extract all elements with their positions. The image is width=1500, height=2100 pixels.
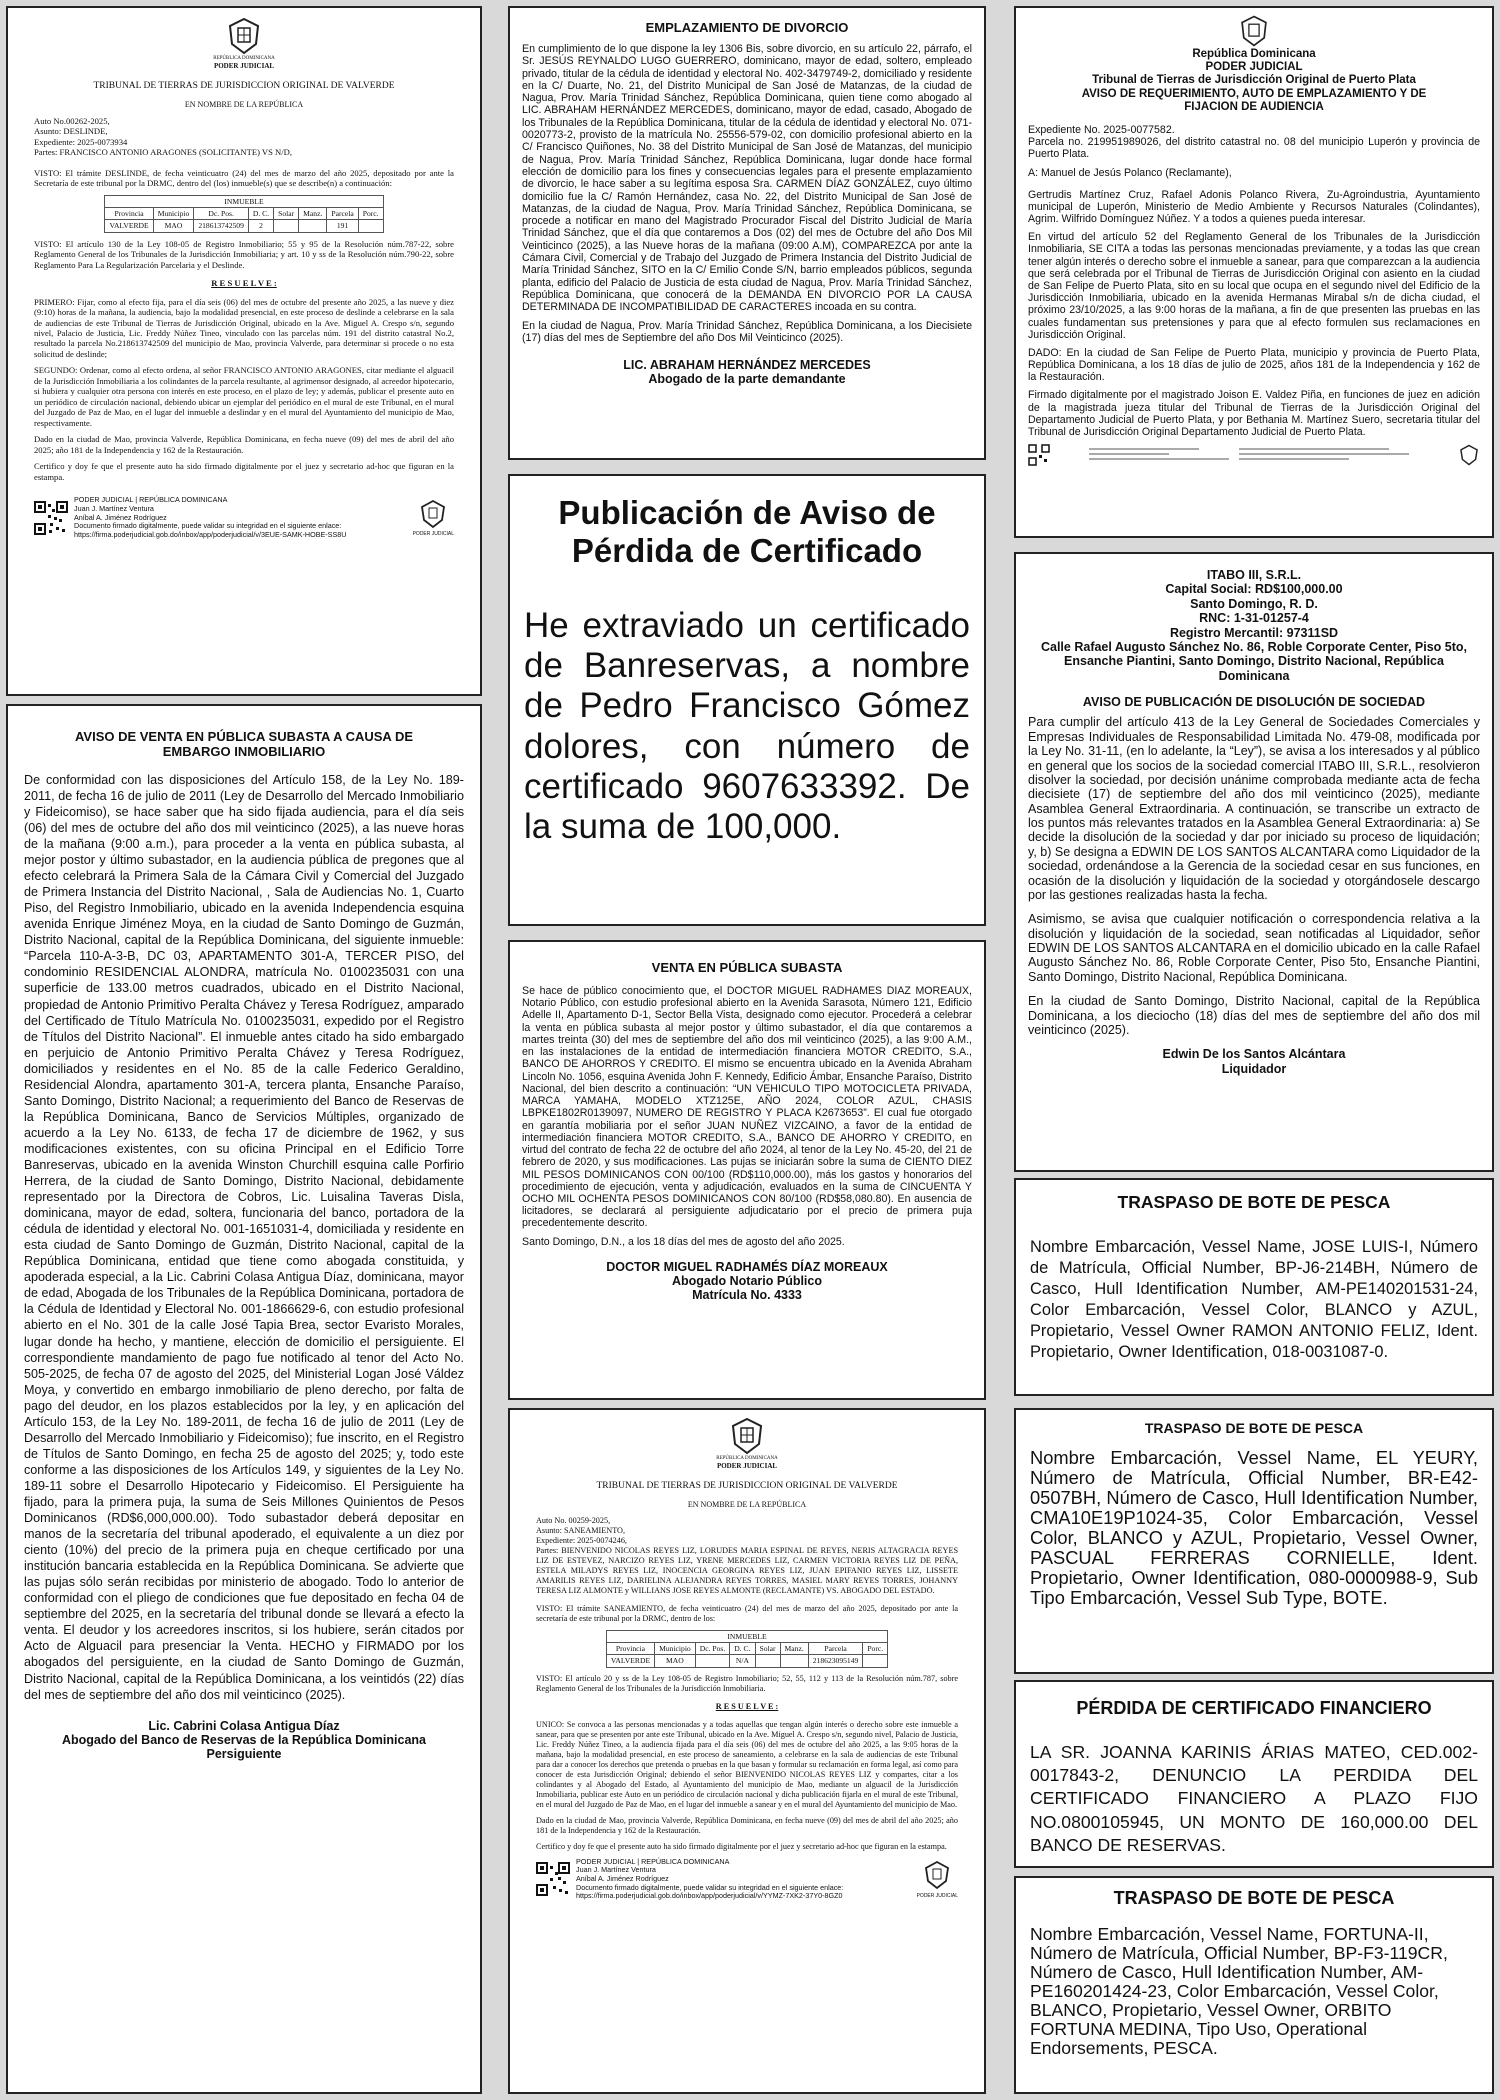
signer-name: Edwin De los Santos Alcántara <box>1162 1047 1346 1062</box>
notice-body: Firmado digitalmente por el magistrado Joison E. Valdez Piña, en funciones de juez en adición de la magistrada jueza titular del Tribunal de Tierras de la Jurisdicción Original del Departamento Judicial de Puerto Plata, y por Bethania M. Martínez Suero, secretaria titular del Tribunal de Jurisdicción Original Departamento Judicial de Puerto Plata. <box>1028 389 1480 438</box>
notice-deslinde-valverde <box>6 6 482 696</box>
table-cell: 2 <box>248 220 273 232</box>
header-org: PODER JUDICIAL <box>1205 61 1303 74</box>
notice-traspaso-bote-2 <box>1014 1408 1494 1674</box>
table-cell: 191 <box>327 220 358 232</box>
notice-title: TRASPASO DE BOTE DE PESCA <box>1113 1888 1395 1908</box>
table-header: Manz. <box>780 1643 808 1655</box>
addressee: A: Manuel de Jesús Polanco (Reclamante), <box>1028 166 1232 179</box>
coat-of-arms-icon <box>224 16 264 56</box>
qr-code-icon[interactable] <box>536 1862 570 1896</box>
table-header: Dc. Pos. <box>695 1643 730 1655</box>
signer-role: Persiguiente <box>206 1746 282 1761</box>
meta-line: Partes: FRANCISCO ANTONIO ARAGONES (SOLICITANTE) VS N/D, <box>34 147 293 158</box>
signature-stamp-lines-icon <box>1089 445 1419 465</box>
company-line: Santo Domingo, R. D. <box>1190 596 1318 611</box>
certifico-paragraph: Certifico y doy fe que el presente auto ha sido firmado digitalmente por el juez y secretario ad-hoc que figuran en la estampa. <box>34 461 454 482</box>
table-row <box>105 220 383 232</box>
meta-line: Partes: BIENVENIDO NICOLAS REYES LIZ, LORUDES MARIA ESPINAL DE REYES, NERIS ALTAGRACIA REYES LIZ DE ESTEVEZ, NARCIZO REYES LIZ, YRENE MERCEDES LIZ, CARMEN VICTORIA REYES LIZ DE PEÑA, ESTELA MILADYS REYES LIZ, INOCENCIA GEORGINA REYES LIZ, JUAN EPIFANIO REYES LIZ, LISSETE AMARILIS REYES LIZ, DARIELINA ALEJANDRA REYES TORRES, MASIEL MARY REYES TORRES, JOHANNY TERESA LIZ ALMONTE y WILLIANS JOSE REYES ALMONTE (RECLAMANTE) VS. ABOGADO DEL ESTADO. <box>536 1545 958 1595</box>
table-cell: VALVERDE <box>105 220 153 232</box>
table-cell: MAO <box>655 1655 696 1667</box>
segundo-paragraph: SEGUNDO: Ordenar, como al efecto ordena, al señor FRANCISCO ANTONIO ARAGONES, citar mediante el alguacil de la Jurisdicción Inmobiliaria a los colindantes de la parcela resultante, al agrimensor designado, al acreedor hipotecario, si hubiera y cualquier otra persona con interés en este proceso, en el plazo de ley; y además, publicar el presente auto en un periódico de circulación nacional, debiendo ubicar un ejemplar del periódico en el mural de este Tribunal, en el mural del Juzgado de Paz de Mao, en el lugar del inmueble a deslindar y en el mural del Ayuntamiento del municipio de Mao, respectivamente. <box>34 365 454 428</box>
digital-signature-stamp <box>1028 444 1480 466</box>
header-small: REPÚBLICA DOMINICANA <box>213 56 275 61</box>
resuelve-heading: R E S U E L V E : <box>211 278 277 289</box>
visto-paragraph: VISTO: El artículo 20 y ss de la Ley 108-05 de Registro Inmobiliario; 52, 55, 112 y 113 de la Resolución núm.787, sobre Reglamento General de los Tribunales de la Jurisdicción Inmobiliaria. <box>536 1673 958 1693</box>
notice-body: En la ciudad de Nagua, Prov. María Trinidad Sánchez, República Dominicana, a los Diecisiete (17) días del mes de Septiembre del año Dos Mil Veinticinco (2025). <box>522 319 972 344</box>
notice-emplazamiento-divorcio <box>508 6 986 460</box>
qr-code-icon[interactable] <box>34 501 68 535</box>
table-title: INMUEBLE <box>606 1630 887 1642</box>
notice-title: Publicación de Aviso de Pérdida de Certificado <box>558 494 936 569</box>
validation-link[interactable]: https://firma.poderjudicial.gob.do/inbox/app/poderjudicial/v/3EUE-SAMK-HOBE-SS8U <box>74 529 347 539</box>
signer-name: Lic. Cabrini Colasa Antigua Díaz <box>148 1718 340 1733</box>
en-nombre: EN NOMBRE DE LA REPÚBLICA <box>184 100 304 110</box>
company-line: Calle Rafael Augusto Sánchez No. 86, Roble Corporate Center, Piso 5to, <box>1040 639 1468 654</box>
table-cell <box>863 1655 888 1667</box>
header-republica: República Dominicana <box>1192 48 1316 60</box>
dado-paragraph: Dado en la ciudad de Mao, provincia Valverde, República Dominicana, en fecha nueve (09) del mes de abril del año 2025; año 181 de la Independencia y 162 de la Restauración. <box>34 434 454 455</box>
sig-line: PODER JUDICIAL | REPÚBLICA DOMINICANA <box>74 495 228 505</box>
notice-perdida-financiero <box>1014 1680 1494 1868</box>
notice-body: Nombre Embarcación, Vessel Name, JOSE LUIS-I, Número de Matrícula, Official Number, BP-J6-214BH, Número de Casco, Hull Identification Number, AM-PE140201531-24, Color Embarcación, Vessel Color, BLANCO y AZUL, Propietario, Vessel Owner RAMON ANTONIO FELIZ, Ident. Propietario, Owner Identification, 018-0031087-0. <box>1030 1238 1478 1361</box>
notice-body: Nombre Embarcación, Vessel Name, FORTUNA-II, Número de Matrícula, Official Number, BP-F3-119CR, Número de Casco, Hull Identification Number, AM-PE160201424-23, Color Embarcación, Vessel Color, BLANCO, Propietario, Vessel Owner, ORBITO FORTUNA MEDINA, Tipo Uso, Operational Endorsements, PESCA. <box>1030 1924 1448 2058</box>
meta-line: Auto No.00262-2025, <box>34 115 110 126</box>
notice-title: EMPLAZAMIENTO DE DIVORCIO <box>645 20 849 35</box>
en-nombre: EN NOMBRE DE LA REPÚBLICA <box>687 1500 807 1510</box>
inmueble-table <box>104 195 383 233</box>
table-cell <box>695 1655 730 1667</box>
table-cell <box>358 220 383 232</box>
signer-name: LIC. ABRAHAM HERNÁNDEZ MERCEDES <box>623 358 871 373</box>
signer-role: Liquidador <box>1221 1061 1287 1076</box>
notice-title: AVISO DE PUBLICACIÓN DE DISOLUCIÓN DE SOCIEDAD <box>1082 695 1426 709</box>
table-header: D. C. <box>730 1643 755 1655</box>
header-small: REPÚBLICA DOMINICANA <box>716 1456 778 1461</box>
notice-body: En virtud del artículo 52 del Reglamento General de los Tribunales de la Jurisdicción Inmobiliaria, SE CITA a todas las personas mencionadas previamente, y a todas las que crean tener algún interés o derecho sobre el inmueble a sanear, para que comparezcan a la audiencia que será celebrada por el Tribunal de Tierras de Jurisdicción Original con asiento en la ciudad de San Felipe de Puerto Plata, sito en su local que ocupa en el segundo nivel del Edificio de la Jurisdicción Inmobiliaria, ubicado en la avenida Hermanas Mirabal s/n de dicha ciudad, el próximo 23/10/2025, a las 9:00 horas de la mañana, a fin de que presenten las pruebas en las cuales fundamentan sus pretensiones y para que al efecto formulen sus reclamaciones en Jurisdicción Original. <box>1028 231 1480 341</box>
expediente: Expediente No. 2025-0077582. <box>1028 124 1175 137</box>
company-line: Registro Mercantil: 97311SD <box>1169 625 1339 640</box>
notice-body: En la ciudad de Santo Domingo, Distrito Nacional, capital de la República Dominicana, a los dieciocho (18) días del mes de septiembre del año dos mil veinticinco (2025). <box>1028 994 1480 1037</box>
table-header: Parcela <box>327 208 358 220</box>
coat-of-arms-icon <box>1237 14 1271 48</box>
notice-body: Nombre Embarcación, Vessel Name, EL YEURY, Número de Matrícula, Official Number, BR-E42-0507BH, Número de Casco, Hull Identification Number, CMA10E19P1024-35, Color Embarcación, Vessel Color, BLANCO y AZUL, Propietario, Vessel Owner, PASCUAL FERRERAS CORNIELLE, Ident. Propietario, Owner Identification, 080-0000988-9, Sub Tipo Embarcación, Vessel Sub Type, BOTE. <box>1030 1447 1478 1608</box>
sig-line: PODER JUDICIAL | REPÚBLICA DOMINICANA <box>576 1856 730 1866</box>
parcela: Parcela no. 219951989026, del distrito catastral no. 08 del municipio Luperón y provincia de Puerto Plata. <box>1028 136 1480 161</box>
table-cell <box>780 1655 808 1667</box>
notice-body: Para cumplir del artículo 413 de la Ley General de Sociedades Comerciales y Empresas Individuales de Responsabilidad Limitada No. 479-08, modificada por la Ley No. 31-11, (en lo adelante, la “Ley”), se avisa a los interesados y al público en general que los socios de la sociedad comercial ITABO III, S.R.L., resolvieron disolver la sociedad, por decisión unánime comprobada mediante acta de fecha diecisiete (17) de septiembre del año dos mil veinticinco (2025), mediante Asamblea General Extraordinaria. A continuación, se transcribe un extracto de los puntos más relevantes tratados en la Asamblea General Extraordinaria: a) Se decide la disolución de la sociedad y dar por iniciado su proceso de liquidación; y, b) Se designa a EDWIN DE LOS SANTOS ALCANTARA como Liquidador de la sociedad, ordenándose a la Gerencia de la sociedad cesar en sus funciones, en ocasión de la disolución y liquidación de la sociedad y otorgándosele descargo por las gestiones realizadas hasta la fecha. <box>1028 715 1480 902</box>
table-header: D. C. <box>248 208 273 220</box>
meta-line: Auto No. 00259-2025, <box>536 1515 611 1525</box>
sig-line: Aníbal A. Jiménez Rodríguez <box>576 1873 669 1883</box>
poder-judicial-logo-icon <box>1458 444 1480 466</box>
signer-role: Abogado de la parte demandante <box>648 372 846 387</box>
validation-link[interactable]: https://firma.poderjudicial.gob.do/inbox/app/poderjudicial/v/YYMZ-7XK2-37Y0-8GZ0 <box>576 1891 843 1901</box>
signer-name: DOCTOR MIGUEL RADHAMÉS DÍAZ MOREAUX <box>606 1259 888 1274</box>
poder-judicial-logo-icon <box>418 499 448 529</box>
table-cell: N/A <box>730 1655 755 1667</box>
sig-line: Documento firmado digitalmente, puede validar su integridad en el siguiente enlace: <box>576 1882 844 1892</box>
sig-line: Juan J. Martínez Ventura <box>576 1865 656 1875</box>
header-org: PODER JUDICIAL <box>716 1462 778 1471</box>
unico-paragraph: UNICO: Se convoca a las personas mencionadas y a todas aquellas que tengan algún interés o derecho sobre este inmueble a sanear, para que se presenten por ante este Tribunal, ubicado en la Ave. Miguel A. Crespo s/n, segundo nivel, Palacio de Justicia, Lic. Freddy Núñez Tineo, a la audiencia fijada para el día seis (06) del mes de octubre del año 2025, a las 9:05 horas de la mañana, bajo la modalidad presencial, en este proceso de saneamiento, a celebrarse en la sala de audiencias de este Tribunal para dar a conocer los derechos que pretenda o pruebas en la que basan y formular su reclamación en forma legal, así como para conocer de esta Jurisdicción Original; debiendo el señor BIENVENIDO NICOLAS REYES LIZ y compartes, citar a los colindantes y al Abogado del Estado, al Ayuntamiento del municipio de Mao, mediante un alguacil de la Jurisdicción Inmobiliaria, publicar este Auto en un periódico de circulación nacional y dicha publicación fijarla en el mural de este Tribunal, en el mural del Juzgado de Paz de Mao, en el lugar del inmueble a sanear y en el mural del Ayuntamiento del municipio de Mao. <box>536 1719 958 1809</box>
notice-perdida-certificado <box>508 474 986 926</box>
table-header: Municipio <box>655 1643 696 1655</box>
table-cell: 218613742509 <box>194 220 249 232</box>
header-org: PODER JUDICIAL <box>213 62 275 71</box>
tribunal-name: Tribunal de Tierras de Jurisdicción Original de Puerto Plata <box>1092 74 1416 87</box>
notice-title: AVISO DE VENTA EN PÚBLICA SUBASTA A CAUSA DE EMBARGO INMOBILIARIO <box>74 729 414 759</box>
primero-paragraph: PRIMERO: Fijar, como al efecto fija, para el día seis (06) del mes de octubre del presente año 2025, a las nueve y diez (9:10) horas de la mañana, la audiencia, bajo la modalidad presencial, en este proceso de deslinde a celebrarse en la sala de audiencias de este Tribunal de Tierras de Jurisdicción Original, ubicado en la Ave. Miguel A. Crespo s/n, segundo nivel, Palacio de Justicia, Lic. Freddy Núñez Tineo, vinculado con las parcelas núm. 191 del distrito catastral No.2, resultado la parcela No.218613742509 del municipio de Mao, provincia Valverde, para determinar si procede o no esta solicitud de deslinde; <box>34 296 454 359</box>
table-header: Parcela <box>808 1643 863 1655</box>
parties: Gertrudis Martínez Cruz, Rafael Adonis Polanco Rivera, Zu-Agroindustria, Ayuntamiento municipal de Luperón, Ministerio de Medio Ambiente y Recursos Naturales (Colindantes), Agrim. Wilfrido Domínguez Núñez. Y a todos a quienes pueda interesar. <box>1028 188 1480 226</box>
logo-caption: PODER JUDICIAL <box>412 531 454 538</box>
digital-signature-stamp <box>34 496 454 539</box>
notice-body: Se hace de público conocimiento que, el DOCTOR MIGUEL RADHAMES DIAZ MOREAUX, Notario Público, con estudio profesional abierto en la Avenida Sarasota, Número 121, Edificio Adelle II, Apartamento D-1, Sector Bella Vista, designado como ejecutor. Procederá a celebrar la venta en pública subasta al mejor postor y último subastador, el día que contaremos a martes treinta (30) del mes de septiembre del año dos mil veinticinco (2025), a las 9:00 A.M., en las instalaciones de la entidad de intermediación financiera MOTOR CREDITO, S.A., BANCO DE AHORROS Y CREDITO. El mismo se encuentra ubicado en la Avenida Abraham Lincoln No. 1056, esquina Avenida John F. Kennedy, Edificio Ámbar, Ensanche Paraíso, Distrito Nacional, del bien descrito a continuación: “UN VEHICULO TIPO MOTOCICLETA PRIVADA, MARCA YAMAHA, MODELO XTZ125E, AÑO 2024, COLOR AZUL, CHASIS LBPKE1802R0139097, NUMERO DE REGISTRO Y PLACA K2673653”. El cual fue otorgado en garantía mobiliaria por el señor JUAN NUÑEZ VIZCAINO, a favor de la entidad de intermediación financiera MOTOR CREDITO, S.A., BANCO DE AHORRO Y CREDITO, en virtud del contrato de fecha 22 de octubre del año 2024, al tenor de la Ley No. 45-20, del 21 de febrero de 2020, y sus modificaciones. Las pujas se iniciarán sobre la suma de CIENTO DIEZ MIL PESOS DOMINICANOS CON 00/100 (RD$110,000.00), más los gastos y honorarios del procedimiento de ejecución, venta y adjudicación, evaluados en la suma de CINCUENTA Y OCHO MIL OCHENTA PESOS DOMINICANOS CON 80/100 (RD$58,080.80). En ausencia de licitadores, se declarará al persiguiente adjudicatario por el precio de primera puja precedentemente descrito. <box>522 985 972 1230</box>
meta-line: Expediente: 2025-0073934 <box>34 136 128 147</box>
notice-saneamiento-valverde <box>508 1408 986 2094</box>
dado-paragraph: Dado en la ciudad de Mao, provincia Valverde, República Dominicana, en fecha nueve (09) del mes de abril del año 2025; año 181 de la Independencia y 162 de la Restauración. <box>536 1815 958 1835</box>
table-cell: MAO <box>153 220 194 232</box>
table-cell <box>299 220 327 232</box>
notice-subasta-embargo <box>6 704 482 2094</box>
table-row <box>606 1655 887 1667</box>
notice-body: DADO: En la ciudad de San Felipe de Puerto Plata, municipio y provincia de Puerto Plata, República Dominicana, a los 18 días de julio de 2025, años 181 de la Independencia y 162 de la Restauración. <box>1028 346 1480 384</box>
table-header: Solar <box>274 208 299 220</box>
notice-body: En cumplimiento de lo que dispone la ley 1306 Bis, sobre divorcio, en su artículo 22, párrafo, el Sr. JESÚS REYNALDO LUGO GUERRERO, dominicano, mayor de edad, soltero, empleado privado, titular de la cédula de identidad y electoral No. 402-3479749-2, domiciliado y residente en la C/ Duarte, No. 21, del Distrito Municipal de San José de Matanzas, de la ciudad de Nagua, Prov. María Trinidad Sánchez, República Dominicana, quien tiene como abogado al LIC. ABRAHAM HERNÁNDEZ MERCEDES, dominicano, mayor de edad, casado, Abogado de los Tribunales de la República Dominicana, titular de la cédula de identidad y electoral No. 071-0020773-2, provisto de la matrícula No. 25556-579-02, con domicilio profesional abierto en la C/ Francisco Quiñones, No. 38 del Distrito Municipal de San José de Matanzas, del municipio de Nagua, Prov. María Trinidad Sánchez, República Dominicana, lugar donde hace formal elección de domicilio para los fines y consecuencias legales para el presente emplazamiento de divorcio, le hace saber a su legítima esposa Sra. CARMEN DÍAZ GONZÁLEZ, cuyo último domicilio fue la C/ Ramón Hernández, casa No. 22, del Distrito Municipal de San José de Matanzas, de la ciudad de Nagua, Prov. María Trinidad Sánchez, República Dominicana, se procede a notificar en mano del Magistrado Procurador Fiscal del Distrito Judicial de María Trinidad Sánchez, que el día que contaremos a Dos (02) del mes de Octubre del año Dos Mil Veinticinco (2025), a las Nueve horas de la mañana (09:00 A.M), COMPAREZCA por ante la Cámara Civil, Comercial y de Trabajo del Juzgado de Primera Instancia del Distrito Judicial de María Trinidad Sánchez, SITO en la C/ Emilio Conde S/N, barrio empleados públicos, segunda planta, edificio del Palacio de Justicia de esta ciudad de Nagua, Prov. María Trinidad Sánchez, República Dominicana, que conocerá de la DEMANDA EN DIVORCIO POR LA CAUSA DETERMINADA DE INCOMPATIBILIDAD DE CARACTERES incoada en su contra. <box>522 43 972 314</box>
table-cell: 218623095149 <box>808 1655 863 1667</box>
sig-line: Aníbal A. Jiménez Rodríguez <box>74 512 167 522</box>
company-line: Capital Social: RD$100,000.00 <box>1165 582 1343 597</box>
notice-traspaso-bote-1 <box>1014 1178 1494 1396</box>
company-line: RNC: 1-31-01257-4 <box>1199 611 1309 626</box>
tribunal-name: TRIBUNAL DE TIERRAS DE JURISDICCION ORIGINAL DE VALVERDE <box>596 1480 898 1491</box>
notice-body: He extraviado un certificado de Banreservas, a nombre de Pedro Francisco Gómez dolores, con número de certificado 9607633392. De la suma de 100,000. <box>524 605 970 847</box>
table-header: Provincia <box>105 208 153 220</box>
table-header: Porc. <box>358 208 383 220</box>
meta-line: Asunto: DESLINDE, <box>34 126 108 137</box>
company-line: Ensanche Piantini, Santo Domingo, Distrito Nacional, República Dominicana <box>1064 654 1444 683</box>
coat-of-arms-icon <box>727 1416 767 1456</box>
notice-puerto-plata <box>1014 6 1494 538</box>
signer-role: Matrícula No. 4333 <box>692 1287 802 1302</box>
visto-paragraph: VISTO: El artículo 130 de la Ley 108-05 de Registro Inmobiliario; 55 y 95 de la Resolución núm.787-22, sobre Reglamento General de los Tribunales de la Jurisdicción Inmobiliaria; y art. 10 y ss de la Resolución núm.790-22, sobre Reglamento Para La Regularización Parcelaria y el Deslinde. <box>34 238 454 270</box>
notice-body: De conformidad con las disposiciones del Artículo 158, de la Ley No. 189-2011, de fecha 16 de julio de 2011 (Ley de Desarrollo del Mercado Inmobiliario y Fideicomiso), se hace saber que ha sido fijada audiencia, para el día seis (06) del mes de octubre del año dos mil veinticinco (2025), a las nueve horas de la mañana (9:00 a.m.), para proceder a la venta en pública subasta, al mejor postor y último subastador, en la audiencia pública de pregones que al efecto celebrará la Primera Sala de la Cámara Civil y Comercial del Juzgado de Primera Instancia del Distrito Nacional, , Sala de Audiencias No. 1, Cuarto Piso, del Registro Inmobiliario, ubicado en la avenida Independencia esquina avenida Enrique Jiménez Moya, en la ciudad de Santo Domingo de Guzmán, Distrito Nacional, capital de la República Dominicana, del siguiente inmueble: “Parcela 110-A-3-B, DC 03, APARTAMENTO 301-A, TERCER PISO, del condominio RESIDENCIAL ALONDRA, matrícula No. 0100235031 con una superficie de 133.00 metros cuadrados, ubicado en el Distrito Nacional, propiedad de Antonio Primitivo Peralta Chávez y Teresa Rodríguez, amparado del Certificado de Título Matrícula No. 0100235031, expedido por el Registro de Títulos del Distrito Nacional”. El inmueble antes citado ha sido embargado en perjuicio de Antonio Primitivo Peralta Chávez y Teresa Rodríguez, domiciliados y residentes en el No. 85 de la calle Federico Geraldino, Residencial Alondra, apartamento 301-A, tercera planta, Ensanche Paraíso, Santo Domingo, Distrito Nacional; a requerimiento del Banco de Reservas de la República Dominicana, Banco de Servicios Múltiples, organizado de acuerdo a la Ley No. 6133, de fecha 17 de diciembre de 1962, y sus modificaciones existentes, con su oficina Principal en el Edificio Torre Banreservas, ubicado en la avenida Winston Churchill esquina calle Porfirio Herrera, de la ciudad de Santo Domingo, Distrito Nacional, debidamente representado por la Directora de Cobros, Lic. Luisalina Taveras Disla, dominicana, mayor de edad, soltera, funcionaria del banco, portadora de la cédula de identidad y electoral No. 001-1651031-4, domiciliada y residente en esta ciudad de Santo Domingo de Guzmán, Distrito Nacional, capital de la República Dominicana, entidad que tiene como abogada constituida, y apoderada especial, a la Lic. Cabrini Colasa Antigua Díaz, dominicana, mayor de edad, Abogada de los Tribunales de la República Dominicana, portadora de la Cédula de Identidad y Electoral No. 001-1866629-6, con estudio profesional abierto en el No. 301 de la calle José Tapia Brea, sector Evaristo Morales, lugar donde ha hecho, y mantiene, elección de domicilio el persiguiente. El correspondiente mandamiento de pago fue notificado al tenor del Acto No. 505-2025, de fecha 07 de agosto del 2025, del Ministerial Logan José Váldez Moya, y convertido en embargo inmobiliario de pleno derecho, por falta de pago del deudor, en los plazos establecidos por la ley, y en aplicación del Artículo 153, de la Ley No. 189-2011, de fecha 16 de julio de 2011 (Ley de Desarrollo del Mercado Inmobiliario y Fideicomiso); fue inscrito, en el Registro de Títulos de Santo Domingo, en fecha 25 de agosto del 2025; y, todo este conforme a las disposiciones de los Artículos 149, y siguientes de la Ley No. 189-11 sobre el Desarrollo Hipotecario y Fideicomiso. El Persiguiente ha fijado, para la primera puja, la suma de Seis Millones Quinientos de Pesos Dominicanos (RD$6,000,000.00). Todo subastador deberá depositar en manos de la secretaría del tribunal apoderado, el equivalente a un diez por ciento (10%) del precio de la primera puja en cheque certificado por una institución bancaria establecida en la República Dominicana. Se advierte que las pujas sólo serán recibidas por ministerio de abogado. Todo lo anterior de conformidad con el pliego de condiciones que fue depositado en fecha 04 de septiembre del 2025, en la secretaría del tribunal donde se llevará a efecto la venta. El deudor y los acreedores inscritos, si los hubiere, serán citados por Acto de Alguacil para presenciar la Venta. HECHO y FIRMADO por los abogados del persiguiente, en la ciudad de Santo Domingo de Guzmán, Distrito Nacional, capital de la República Dominicana, a los veintidós (22) días del mes de septiembre del año dos mil veinticinco (2025). <box>24 772 464 1702</box>
table-header: Municipio <box>153 208 194 220</box>
table-header: Manz. <box>299 208 327 220</box>
signer-role: Abogado Notario Público <box>672 1273 822 1288</box>
table-title: INMUEBLE <box>105 195 383 207</box>
notice-title: VENTA EN PÚBLICA SUBASTA <box>651 960 843 975</box>
poder-judicial-logo-icon <box>922 1860 952 1890</box>
table-header: Solar <box>755 1643 780 1655</box>
digital-signature-stamp <box>536 1858 958 1901</box>
qr-code-icon[interactable] <box>1028 444 1050 466</box>
visto-paragraph: VISTO: El trámite SANEAMIENTO, de fecha veinticuatro (24) del mes de marzo del año 2025, depositado por ante la secretaría de este tribunal por la DRMC, dentro de los: <box>536 1603 958 1623</box>
meta-line: Expediente: 2025-0074246, <box>536 1535 627 1545</box>
table-header: Provincia <box>606 1643 654 1655</box>
notice-title: PÉRDIDA DE CERTIFICADO FINANCIERO <box>1076 1698 1432 1718</box>
table-header: Dc. Pos. <box>194 208 249 220</box>
notice-traspaso-bote-3 <box>1014 1876 1494 2094</box>
signer-role: Abogado del Banco de Reservas de la República Dominicana <box>62 1732 426 1747</box>
meta-line: Asunto: SANEAMIENTO, <box>536 1525 626 1535</box>
inmueble-table <box>606 1630 888 1668</box>
resuelve-heading: R E S U E L V E : <box>715 1701 779 1711</box>
company-line: ITABO III, S.R.L. <box>1206 568 1302 582</box>
notice-body: LA SR. JOANNA KARINIS ÁRIAS MATEO, CED.002-0017843-2, DENUNCIO LA PERDIDA DEL CERTIFICADO FINANCIERO A PLAZO FIJO NO.0800105945, UN MONTO DE 160,000.00 DEL BANCO DE RESERVAS. <box>1030 1742 1478 1855</box>
notice-body: Asimismo, se avisa que cualquier notificación o correspondencia relativa a la disolución y liquidación de la sociedad, sean notificadas al Liquidador, señor EDWIN DE LOS SANTOS ALCANTARA en el domicilio ubicado en la calle Rafael Augusto Sánchez No. 86, Roble Corporate Center, Piso 5to, Ensanche Piantini, Santo Domingo, Distrito Nacional, República Dominicana. <box>1028 912 1480 984</box>
notice-title: AVISO DE REQUERIMIENTO, AUTO DE EMPLAZAMIENTO Y DE FIJACION DE AUDIENCIA <box>1081 87 1427 113</box>
table-cell <box>274 220 299 232</box>
notice-title: TRASPASO DE BOTE DE PESCA <box>1144 1420 1364 1436</box>
notice-venta-subasta <box>508 940 986 1400</box>
visto-paragraph: VISTO: El trámite DESLINDE, de fecha veinticuatro (24) del mes de marzo del año 2025, depositado por ante la Secretaría de este tribunal por la DRMC, dentro del (los) inmueble(s) que se describe(n) a continuación: <box>34 167 454 189</box>
logo-caption: PODER JUDICIAL <box>916 1892 958 1899</box>
sig-line: Documento firmado digitalmente, puede validar su integridad en el siguiente enlace: <box>74 521 342 531</box>
notice-body: Santo Domingo, D.N., a los 18 días del mes de agosto del año 2025. <box>522 1235 845 1248</box>
notice-itabo-disolucion <box>1014 552 1494 1172</box>
table-header: Porc. <box>863 1643 888 1655</box>
notice-title: TRASPASO DE BOTE DE PESCA <box>1117 1192 1391 1212</box>
certifico-paragraph: Certifico y doy fe que el presente auto ha sido firmado digitalmente por el juez y secretario ad-hoc que figuran en la estampa. <box>536 1841 947 1851</box>
table-cell <box>755 1655 780 1667</box>
table-cell: VALVERDE <box>606 1655 654 1667</box>
sig-line: Juan J. Martínez Ventura <box>74 503 154 513</box>
tribunal-name: TRIBUNAL DE TIERRAS DE JURISDICCION ORIGINAL DE VALVERDE <box>93 80 395 91</box>
